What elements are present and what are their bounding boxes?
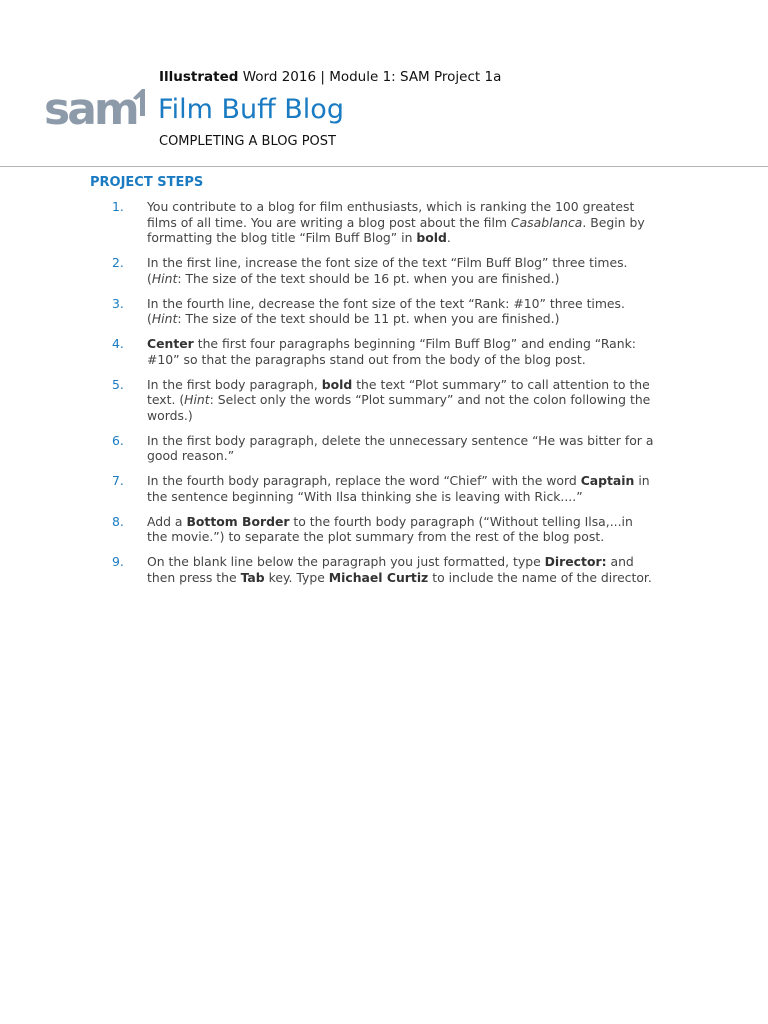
step-text-italic: Hint [184,392,210,407]
step-number: 1. [112,199,124,214]
step-text-italic: Hint [151,311,178,326]
step-text: : The size of the text should be 11 pt. when you are finished.) [177,311,560,326]
document-tagline: COMPLETING A BLOG POST [159,134,336,149]
project-step [96,514,656,545]
step-text: In the fourth line, decrease the font size of the text “Rank: #10” three times. ( [147,295,625,326]
step-number: 7. [112,473,124,488]
step-text-bold: Michael Curtiz [328,569,429,585]
step-text: In the fourth body paragraph, replace the word “Chief” with the word [147,473,581,488]
project-step [96,473,656,504]
project-step [96,554,656,585]
step-text: Add a [147,513,187,529]
step-text: In the first body paragraph, delete the unnecessary sentence “He was bitter for a good reason.” [147,432,654,463]
step-number: 5. [112,376,124,392]
step-text-bold: Director: [544,554,607,569]
step-text: In the first body paragraph, [147,376,322,392]
subtitle-rest: Word 2016 | Module 1: SAM Project 1a [238,69,502,85]
document-header [0,0,768,167]
step-text: In the first line, increase the font size of the text “Film Buff Blog” three times. ( [147,255,628,286]
step-text: in the sentence beginning “With Ilsa thinking she is leaving with Rick....” [147,473,650,504]
project-steps-list [96,199,656,595]
step-text: . Begin by formatting the blog title “Film Buff Blog” in [147,214,645,245]
subtitle-bold: Illustrated [159,69,239,85]
step-text: the text “Plot summary” to call attention to the text. ( [147,376,650,407]
step-number: 8. [112,513,124,529]
step-text-bold: Captain [580,473,635,488]
step-text: : The size of the text should be 16 pt. when you are finished.) [177,270,560,286]
step-text-italic: Casablanca [510,214,583,230]
step-number: 3. [112,295,124,311]
sam-logo [44,86,148,130]
step-number: 2. [112,255,124,270]
project-step [96,255,656,286]
step-number: 4. [112,336,124,351]
step-text-bold: Tab [240,569,265,585]
step-text-bold: Bottom Border [186,513,290,529]
step-number: 6. [112,432,124,448]
step-text: . [446,230,451,245]
step-text: the first four paragraphs beginning “Film Buff Blog” and ending “Rank: #10” so that the paragraphs stand out from the body of the blog post. [147,336,636,367]
step-text: to the fourth body paragraph (“Without telling Ilsa,...in the movie.”) to separate the plot summary from the rest of the blog post. [147,513,633,544]
project-step [96,336,656,367]
step-text: You contribute to a blog for film enthusiasts, which is ranking the 100 greatest films of all time. You are writing a blog post about the film [147,199,635,230]
project-step [96,433,656,464]
project-step [96,199,656,246]
project-step [96,296,656,327]
step-text-bold: Center [147,336,194,351]
step-text: On the blank line below the paragraph you just formatted, type [147,554,545,569]
project-step [96,377,656,424]
step-text: key. Type [264,569,329,585]
step-number: 9. [112,554,124,569]
project-steps-heading: PROJECT STEPS [90,175,204,190]
step-text-bold: bold [416,230,447,245]
document-subtitle [159,69,501,85]
step-text-italic: Hint [151,270,178,286]
step-text-bold: bold [321,376,353,392]
step-text: and then press the [147,554,634,585]
step-text: to include the name of the director. [428,569,652,585]
step-text: : Select only the words “Plot summary” and not the colon following the words.) [147,392,651,423]
logo-wordmark: sam [44,86,137,130]
document-title: Film Buff Blog [158,94,344,125]
